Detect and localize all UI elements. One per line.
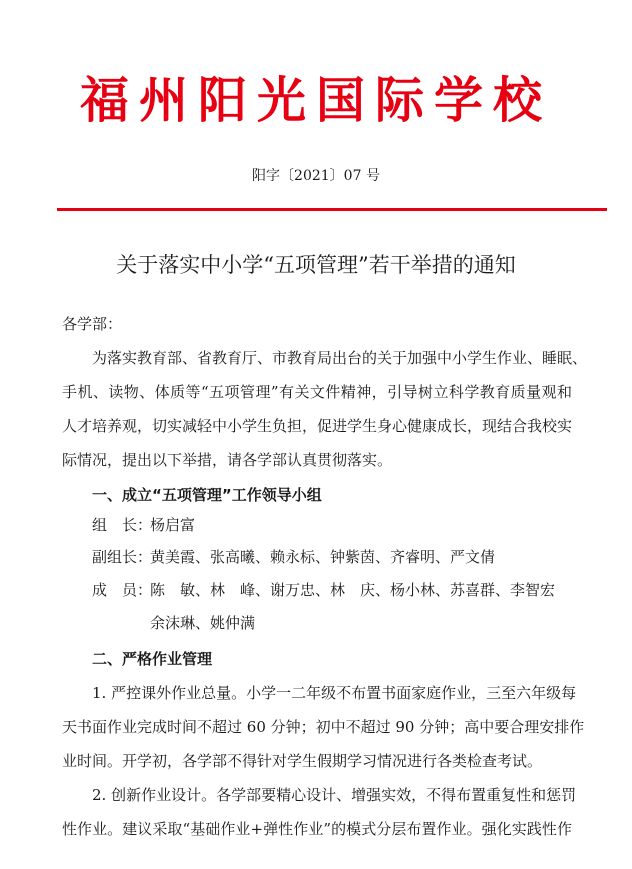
deputy-names: 黄美霞、张高曦、赖永标、钟紫茵、齐睿明、严文倩 (150, 548, 496, 566)
section-heading-homework-management: 二、严格作业管理 (92, 650, 213, 668)
paragraph-line: 1. 严控课外作业总量。小学一二年级不布置书面家庭作业，三至六年级每 (92, 684, 577, 702)
paragraph-line: 性作业。建议采取“基础作业+弹性作业”的模式分层布置作业。强化实践性作 (62, 820, 572, 838)
paragraph-line: 2. 创新作业设计。各学部要精心设计、增强实效，不得布置重复性和惩罚 (92, 786, 577, 804)
members-label: 成 员： (92, 581, 153, 599)
document-number: 阳字〔2021〕07 号 (252, 168, 380, 184)
members-row (92, 579, 555, 601)
leader-row (92, 514, 195, 536)
member-names: 陈 敏、林 峰、谢万忠、林 庆、杨小林、苏喜群、李智宏 (150, 581, 556, 599)
intro-line: 际情况，提出以下举措，请各学部认真贯彻落实。 (62, 451, 393, 469)
notice-title: 关于落实中小学“五项管理”若干举措的通知 (116, 253, 516, 277)
intro-line: 人才培养观，切实减轻中小学生负担，促进学生身心健康成长，现结合我校实 (62, 417, 573, 435)
deputy-leader-row (92, 546, 495, 568)
deputy-label: 副组长： (92, 548, 153, 566)
red-divider-line (57, 208, 607, 211)
school-name-header: 福州阳光国际学校 (79, 71, 552, 129)
leader-label: 组 长： (92, 516, 153, 534)
leader-name: 杨启富 (150, 516, 196, 534)
paragraph-line: 天书面作业完成时间不超过 60 分钟；初中不超过 90 分钟；高中要合理安排作 (62, 718, 585, 736)
intro-line: 手机、读物、体质等“五项管理”有关文件精神，引导树立科学教育质量观和 (62, 383, 572, 401)
intro-line: 为落实教育部、省教育厅、市教育局出台的关于加强中小学生作业、睡眠、 (92, 349, 588, 367)
paragraph-line: 业时间。开学初，各学部不得针对学生假期学习情况进行各类检查考试。 (62, 752, 543, 770)
salutation: 各学部： (62, 315, 123, 333)
member-names-continued: 余沫琳、姚仲满 (150, 614, 256, 632)
section-heading-leadership-group: 一、成立“五项管理”工作领导小组 (92, 486, 322, 504)
